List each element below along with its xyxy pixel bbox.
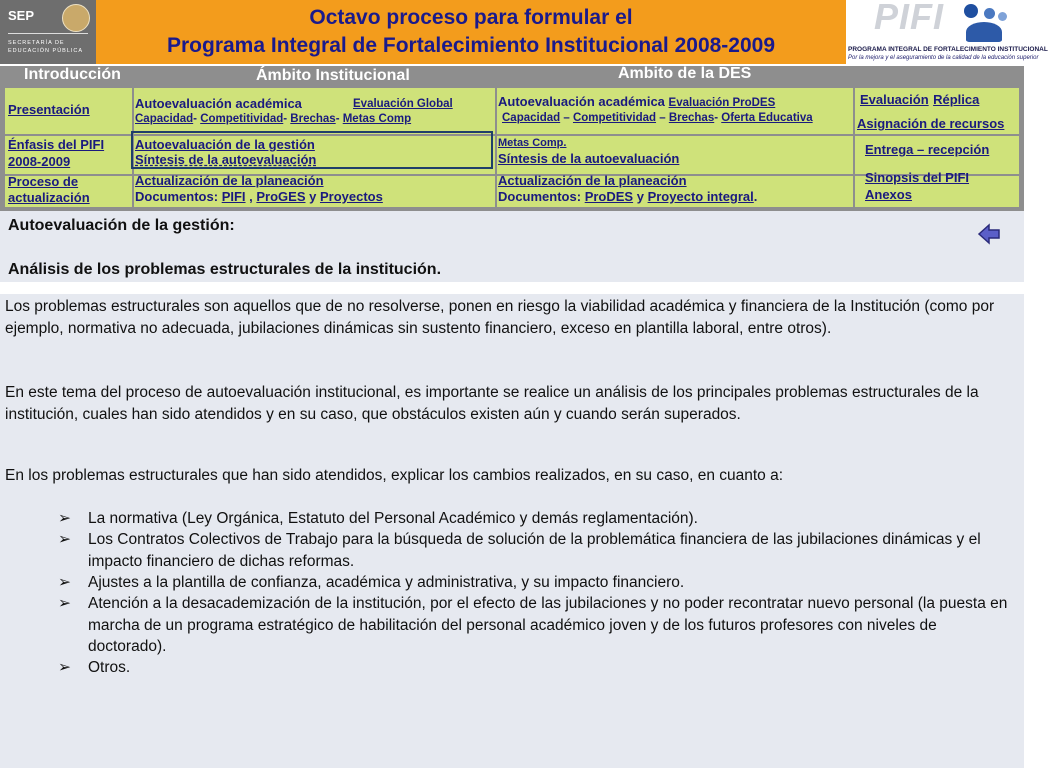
pifi-wordmark: PIFI xyxy=(874,0,945,37)
nav-cell-des-autoevaluacion xyxy=(497,88,853,134)
link-anexos[interactable]: Anexos xyxy=(865,187,912,202)
inst-documentos: Documentos: PIFI , ProGES y Proyectos xyxy=(135,189,383,204)
nav-cell-inst-autoevaluacion xyxy=(134,88,495,134)
link-inst-sintesis[interactable]: Síntesis de la autoevaluación xyxy=(135,152,317,167)
link-enfasis-pifi[interactable]: Énfasis del PIFI xyxy=(8,137,105,152)
bullet-item: Los Contratos Colectivos de Trabajo para la búsqueda de solución de la problemática financiera de las jubilaciones dinámicas y el impacto financiero de dichas reformas. xyxy=(88,531,981,570)
title-line-1: Octavo proceso para formular el xyxy=(309,6,633,29)
tab-introduccion[interactable]: Introducción xyxy=(24,66,121,83)
pifi-dot-icon xyxy=(984,8,995,19)
des-documentos-label: Documentos: xyxy=(498,189,582,204)
des-indicators: Capacidad – Competitividad – Brechas- Oferta Educativa xyxy=(502,112,813,124)
bullet-arrow-icon: ➢ xyxy=(58,574,71,591)
nav-cell-inst-gestion xyxy=(134,136,495,174)
link-des-prodes[interactable]: ProDES xyxy=(584,189,634,204)
link-des-metas[interactable]: Metas Comp. xyxy=(498,137,567,149)
link-inst-actualizacion[interactable]: Actualización de la planeación xyxy=(135,173,324,188)
link-replica[interactable]: Réplica xyxy=(933,92,980,107)
des-y: y xyxy=(636,189,644,204)
tab-ambito-des[interactable]: Ámbito de la DES xyxy=(618,65,752,82)
des-autoevaluacion-academica xyxy=(498,94,775,109)
inst-autoevaluacion-academica: Autoevaluación académica xyxy=(135,96,302,111)
bullet-arrow-icon: ➢ xyxy=(58,595,71,612)
evaluacion-replica xyxy=(860,91,979,109)
paragraph-3: En los problemas estructurales que han sido atendidos, explicar los cambios realizados, en su caso, en cuanto a: xyxy=(5,467,784,484)
nav-cell-des-sintesis xyxy=(497,136,853,174)
pifi-tagline: Por la mejora y el aseguramiento de la calidad de la educación superior xyxy=(848,55,1039,61)
link-des-sintesis[interactable]: Síntesis de la autoevaluación xyxy=(498,151,680,166)
bullet-arrow-icon: ➢ xyxy=(58,510,71,527)
des-documentos: Documentos: ProDES y Proyecto integral. xyxy=(498,189,758,204)
pifi-logo xyxy=(846,0,1048,64)
sep-name: SEP xyxy=(8,8,35,23)
heading-title: Autoevaluación de la gestión: xyxy=(8,217,235,234)
back-arrow-icon[interactable] xyxy=(978,223,1000,245)
nav-cell-entrega xyxy=(855,136,1019,174)
link-sinopsis[interactable]: Sinopsis del PIFI xyxy=(865,170,970,185)
link-inst-metas[interactable]: Metas Comp xyxy=(342,113,412,125)
link-presentacion[interactable]: Presentación xyxy=(8,102,90,117)
national-seal-icon xyxy=(62,4,90,32)
link-asignacion-recursos[interactable]: Asignación de recursos xyxy=(857,116,1005,131)
header xyxy=(0,0,1048,66)
nav-cell-evaluacion xyxy=(855,88,1019,134)
link-inst-brechas[interactable]: Brechas xyxy=(290,113,336,125)
link-des-evaluacion-prodes[interactable]: Evaluación ProDES xyxy=(668,97,776,109)
section-heading xyxy=(0,211,1024,282)
sep-logo xyxy=(0,0,96,64)
inst-y: y xyxy=(309,189,317,204)
title-band xyxy=(96,0,846,64)
pifi-dot-icon xyxy=(964,4,978,18)
inst-documentos-label: Documentos: xyxy=(135,189,219,204)
nav-cell-des-actualizacion xyxy=(497,173,853,207)
paragraph-2: En este tema del proceso de autoevaluación institucional, es importante se realice un análisis de los principales problemas estructurales de la institución, cuales han sido atendidos y en su caso, que obstáculos existen aún y cuando serán superados. xyxy=(5,384,979,423)
link-entrega-recepcion[interactable]: Entrega – recepción xyxy=(865,142,990,157)
sep-divider xyxy=(8,33,88,34)
link-des-capacidad[interactable]: Capacidad xyxy=(502,112,561,124)
link-inst-proges[interactable]: ProGES xyxy=(256,189,306,204)
nav-cell-proceso xyxy=(5,176,132,207)
paragraph-1: Los problemas estructurales son aquellos que de no resolverse, ponen en riesgo la viabilidad académica y financiera de la Institución (como por ejemplo, normativa no adecuada, jubilaciones dinámicas sin sustento financiero, exceso en plantilla laboral, entre otros). xyxy=(5,298,995,337)
link-actualizacion[interactable]: actualización xyxy=(8,190,90,205)
link-des-proyecto[interactable]: Proyecto integral xyxy=(647,189,754,204)
link-inst-proyectos[interactable]: Proyectos xyxy=(319,189,383,204)
pifi-dot-icon xyxy=(998,12,1007,21)
link-des-brechas[interactable]: Brechas xyxy=(668,112,715,124)
link-inst-evaluacion-global[interactable]: Evaluación Global xyxy=(353,98,453,110)
link-des-oferta[interactable]: Oferta Educativa xyxy=(721,112,813,124)
bullet-item: Ajustes a la plantilla de confianza, académica y administrativa, y su impacto financiero. xyxy=(88,574,685,591)
link-enfasis-year[interactable]: 2008-2009 xyxy=(8,154,71,169)
navigation-grid xyxy=(0,86,1024,211)
bullet-item: La normativa (Ley Orgánica, Estatuto del Personal Académico y demás reglamentación). xyxy=(88,510,698,527)
link-des-competitividad[interactable]: Competitividad xyxy=(572,112,657,124)
link-des-actualizacion[interactable]: Actualización de la planeación xyxy=(498,173,687,188)
title-line-2: Programa Integral de Fortalecimiento Institucional 2008-2009 xyxy=(166,34,776,57)
pifi-figures-icon xyxy=(966,22,1002,42)
link-proceso[interactable]: Proceso de xyxy=(8,174,79,189)
inst-indicators: Capacidad- Competitividad- Brechas- Metas Comp xyxy=(135,113,412,125)
sep-subtitle-2: EDUCACIÓN PÚBLICA xyxy=(8,48,84,54)
tab-ambito-institucional[interactable]: Ámbito Institucional xyxy=(256,67,410,84)
pifi-subtitle: PROGRAMA INTEGRAL DE FORTALECIMIENTO INSTITUCIONAL xyxy=(848,46,1048,53)
section-tabs xyxy=(0,66,1024,86)
nav-cell-inst-actualizacion xyxy=(134,173,495,207)
link-inst-pifi[interactable]: PIFI xyxy=(221,189,246,204)
content-body xyxy=(0,294,1024,768)
link-inst-competitividad[interactable]: Competitividad xyxy=(200,113,284,125)
bullet-arrow-icon: ➢ xyxy=(58,659,71,676)
link-inst-capacidad[interactable]: Capacidad xyxy=(135,113,194,125)
nav-cell-sinopsis xyxy=(855,170,1019,207)
bullet-arrow-icon: ➢ xyxy=(58,531,71,548)
bullet-item: Otros. xyxy=(88,659,131,676)
sep-subtitle-1: SECRETARÍA DE xyxy=(8,40,65,46)
des-aa-label: Autoevaluación académica xyxy=(498,94,665,109)
bullet-item: Atención a la desacademización de la institución, por el efecto de las jubilaciones y no poder recontratar nuevo personal (la puesta en marcha de un programa estratégico de habilitación del personal académico joven y de los futuros profesores con niveles de doctorado). xyxy=(88,595,1008,655)
link-inst-gestion[interactable]: Autoevaluación de la gestión xyxy=(135,137,315,152)
nav-cell-presentacion xyxy=(5,88,132,134)
link-evaluacion[interactable]: Evaluación xyxy=(860,92,929,107)
nav-cell-enfasis xyxy=(5,136,132,174)
heading-subtitle: Análisis de los problemas estructurales de la institución. xyxy=(8,261,442,278)
